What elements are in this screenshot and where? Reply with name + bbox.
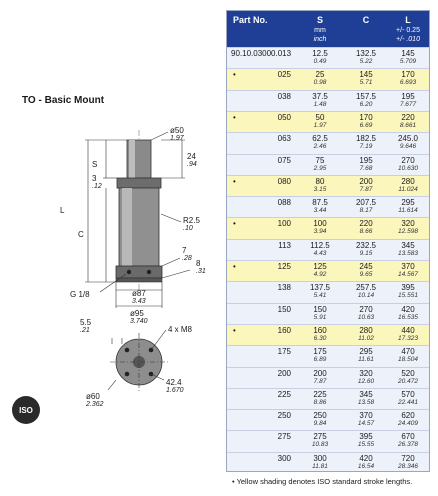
c-cell <box>343 156 389 173</box>
c-mm-value: 157.5 <box>355 91 377 101</box>
c-mm-value: 195 <box>359 155 373 165</box>
part-number-cell: 300 <box>277 453 291 463</box>
s-inch-value: 5.41 <box>313 292 327 300</box>
s-mm-value: 100 <box>313 219 327 229</box>
c-cell <box>343 134 389 151</box>
l-mm-value: 520 <box>401 368 415 378</box>
l-inch-value: 12.598 <box>398 228 418 236</box>
part-number-cell: 125 <box>277 262 291 271</box>
l-cell <box>385 305 431 322</box>
l-inch-value: 15.551 <box>398 292 418 300</box>
iso-bullet: • <box>233 262 236 271</box>
c-mm-value: 182.5 <box>355 134 377 144</box>
s-cell <box>297 92 343 109</box>
l-mm-value: 670 <box>401 432 415 442</box>
l-mm-value: 620 <box>401 411 415 421</box>
s-mm-value: 112.5 <box>310 240 330 250</box>
part-number-cell: 200 <box>277 368 291 378</box>
s-inch-value: 2.46 <box>313 143 327 151</box>
s-inch-value: 4.92 <box>313 271 327 278</box>
dim-424: 42.4 1.670 <box>166 378 184 394</box>
table-row <box>227 345 429 366</box>
iso-logo: ISO <box>12 396 40 424</box>
dim-d87: ø87 3.43 <box>132 289 146 305</box>
l-mm-value: 320 <box>401 219 415 229</box>
part-number-cell: 250 <box>277 411 291 421</box>
s-inch-value: 6.89 <box>313 356 327 364</box>
c-cell <box>343 411 389 428</box>
c-cell <box>343 92 389 109</box>
dim-7: 7 .28 <box>182 246 192 262</box>
part-number-cell: 025 <box>277 70 291 80</box>
l-inch-value: 22.441 <box>398 398 418 406</box>
l-mm-value: 245.0 <box>397 134 419 144</box>
c-cell <box>343 454 389 471</box>
c-mm-value: 320 <box>359 368 373 378</box>
part-number-cell: 050 <box>277 112 291 122</box>
table-row <box>227 175 429 196</box>
s-inch-value: 1.97 <box>313 121 327 129</box>
table-row <box>227 452 429 473</box>
iso-bullet: • <box>233 176 236 186</box>
c-inch-value: 10.63 <box>357 313 375 321</box>
l-cell <box>385 219 431 236</box>
s-mm-value: 150 <box>313 304 327 314</box>
s-mm-value: 250 <box>313 411 327 421</box>
c-inch-value: 5.22 <box>359 58 373 65</box>
part-number-cell: 175 <box>277 347 291 357</box>
s-mm-value: 200 <box>313 368 327 378</box>
l-inch-value: 26.378 <box>398 441 418 449</box>
c-cell <box>343 49 389 66</box>
dim-m8: 4 x M8 <box>168 325 193 334</box>
l-inch-value: 24.409 <box>398 420 418 428</box>
dim-r25: R2.5 .10 <box>183 216 200 232</box>
c-mm-value: 370 <box>359 411 373 421</box>
s-cell <box>297 411 343 428</box>
s-cell <box>297 432 343 449</box>
l-cell <box>385 411 431 428</box>
iso-bullet: • <box>233 112 236 122</box>
l-cell <box>385 113 431 130</box>
s-mm-value: 62.5 <box>312 134 328 144</box>
c-mm-value: 345 <box>359 389 373 399</box>
s-inch-value: 10.83 <box>311 441 329 449</box>
c-inch-value: 7.19 <box>359 143 373 151</box>
l-cell <box>385 92 431 109</box>
s-mm-value: 80 <box>315 176 325 186</box>
part-number-cell: 080 <box>277 176 291 186</box>
c-mm-value: 245 <box>359 262 373 271</box>
c-inch-value: 7.87 <box>359 185 373 193</box>
c-cell <box>343 283 389 300</box>
l-inch-value: 6.693 <box>399 79 417 87</box>
l-inch-value: 7.677 <box>399 100 417 108</box>
s-mm-value: 137.5 <box>309 283 331 293</box>
s-mm-value: 50 <box>315 112 325 122</box>
header-part-no: Part No. <box>233 15 268 25</box>
iso-bullet: • <box>233 219 236 229</box>
c-cell <box>343 219 389 236</box>
s-cell <box>297 390 343 407</box>
l-cell <box>385 326 431 343</box>
part-number-cell: 038 <box>277 91 291 101</box>
s-inch-value: 9.84 <box>313 420 327 428</box>
table-row <box>227 388 429 409</box>
c-mm-value: 257.5 <box>355 283 377 293</box>
l-mm-value: 720 <box>401 453 415 463</box>
s-cell <box>297 113 343 130</box>
l-mm-value: 270 <box>401 155 415 165</box>
l-inch-value: 18.504 <box>398 356 418 364</box>
s-inch-value: 7.87 <box>313 377 327 385</box>
c-inch-value: 8.66 <box>359 228 373 236</box>
s-cell <box>297 241 343 258</box>
c-inch-value: 14.57 <box>357 420 375 428</box>
s-cell <box>297 177 343 194</box>
part-number-cell: 225 <box>277 389 291 399</box>
iso-bullet: • <box>233 325 236 335</box>
c-mm-value: 270 <box>359 304 373 314</box>
s-mm-value: 75 <box>315 155 325 165</box>
l-cell <box>385 454 431 471</box>
l-inch-value: 8.661 <box>399 121 417 129</box>
table-header <box>227 11 429 47</box>
part-number-cell: 160 <box>277 325 291 335</box>
l-cell <box>385 198 431 215</box>
dim-s: S <box>92 160 98 169</box>
s-mm-value: 160 <box>313 325 327 335</box>
header-tol-mm: +/- 0.25 <box>396 27 420 34</box>
table-row <box>227 324 429 345</box>
l-mm-value: 220 <box>401 112 415 122</box>
c-inch-value: 16.54 <box>357 462 375 470</box>
l-mm-value: 440 <box>401 325 415 335</box>
c-cell <box>343 177 389 194</box>
dim-g18: G 1/8 <box>70 290 90 299</box>
table-row <box>227 111 429 132</box>
c-inch-value: 10.14 <box>357 292 375 300</box>
c-cell <box>343 241 389 258</box>
c-cell <box>343 326 389 343</box>
header-unit-mm: mm <box>314 27 326 34</box>
l-inch-value: 16.535 <box>398 313 418 321</box>
s-cell <box>297 347 343 364</box>
c-cell <box>343 305 389 322</box>
c-inch-value: 9.15 <box>359 249 373 257</box>
l-mm-value: 370 <box>401 262 415 271</box>
header-unit-inch: inch <box>313 36 327 43</box>
footnote: • Yellow shading denotes ISO standard stroke lengths. <box>232 477 413 486</box>
s-cell <box>297 305 343 322</box>
c-inch-value: 11.61 <box>358 356 374 364</box>
c-mm-value: 280 <box>359 325 373 335</box>
l-inch-value: 14.567 <box>398 271 418 278</box>
s-inch-value: 8.86 <box>313 398 327 406</box>
s-cell <box>297 326 343 343</box>
table-row <box>227 409 429 430</box>
l-mm-value: 195 <box>401 91 415 101</box>
dim-55: 5.5 .21 <box>80 318 92 334</box>
l-inch-value: 10.630 <box>398 164 418 172</box>
s-inch-value: 4.43 <box>313 249 327 257</box>
l-inch-value: 13.583 <box>398 249 418 257</box>
dim-8: 8 .31 <box>196 259 206 275</box>
c-cell <box>343 390 389 407</box>
part-number-cell: 100 <box>277 219 291 229</box>
l-mm-value: 470 <box>401 347 415 357</box>
c-inch-value: 6.69 <box>359 121 373 129</box>
spec-table <box>226 10 430 472</box>
l-mm-value: 420 <box>401 304 415 314</box>
s-inch-value: 3.15 <box>313 185 327 193</box>
c-inch-value: 7.68 <box>359 164 373 172</box>
s-mm-value: 275 <box>313 432 327 442</box>
table-row <box>227 430 429 451</box>
c-cell <box>343 347 389 364</box>
table-row <box>227 303 429 324</box>
s-cell <box>297 283 343 300</box>
c-mm-value: 145 <box>359 70 373 80</box>
l-cell <box>385 70 431 87</box>
c-mm-value: 200 <box>359 176 373 186</box>
part-number-cell: 275 <box>277 432 291 442</box>
s-mm-value: 37.5 <box>312 91 328 101</box>
s-mm-value: 225 <box>313 389 327 399</box>
s-inch-value: 3.44 <box>313 207 327 215</box>
page-title: TO - Basic Mount <box>22 95 105 106</box>
header-s: S <box>316 15 323 25</box>
part-number-cell: 088 <box>277 198 291 208</box>
table-row <box>227 90 429 111</box>
part-number-cell: 113 <box>278 240 291 250</box>
c-mm-value: 170 <box>359 112 373 122</box>
c-cell <box>343 262 389 279</box>
part-number-cell: 90.10.03000.013 <box>231 49 292 58</box>
l-mm-value: 280 <box>401 176 415 186</box>
table-row <box>227 239 429 260</box>
c-cell <box>343 198 389 215</box>
l-mm-value: 395 <box>401 283 415 293</box>
s-inch-value: 2.95 <box>313 164 327 172</box>
l-cell <box>385 177 431 194</box>
header-tol-inch: +/- .010 <box>396 36 420 43</box>
c-inch-value: 9.65 <box>359 271 373 278</box>
l-inch-value: 11.024 <box>398 185 418 193</box>
s-inch-value: 11.81 <box>312 462 328 470</box>
s-mm-value: 87.5 <box>312 198 328 208</box>
c-inch-value: 11.02 <box>358 334 374 342</box>
s-inch-value: 1.48 <box>313 100 327 108</box>
c-inch-value: 12.60 <box>357 377 375 385</box>
l-inch-value: 11.614 <box>398 207 418 215</box>
s-inch-value: 3.94 <box>313 228 327 236</box>
s-mm-value: 12.5 <box>312 49 328 58</box>
table-row <box>227 367 429 388</box>
table-row <box>227 281 429 302</box>
l-inch-value: 9.646 <box>399 143 417 151</box>
l-mm-value: 295 <box>401 198 415 208</box>
c-mm-value: 220 <box>359 219 373 229</box>
l-cell <box>385 283 431 300</box>
s-cell <box>297 454 343 471</box>
header-c: C <box>362 15 370 25</box>
l-cell <box>385 156 431 173</box>
part-number-cell: 138 <box>277 283 291 293</box>
s-cell <box>297 49 343 66</box>
l-mm-value: 170 <box>401 70 415 80</box>
l-cell <box>385 369 431 386</box>
l-inch-value: 5.709 <box>399 58 417 65</box>
table-row <box>227 196 429 217</box>
part-number-cell: 150 <box>277 304 291 314</box>
c-mm-value: 232.5 <box>355 240 377 250</box>
dim-3: 3 .12 <box>92 174 102 190</box>
table-row <box>227 132 429 153</box>
s-mm-value: 25 <box>315 70 325 80</box>
s-inch-value: 5.91 <box>313 313 327 321</box>
s-mm-value: 175 <box>313 347 327 357</box>
c-inch-value: 5.71 <box>359 79 373 87</box>
dim-24: 24 .94 <box>187 152 197 168</box>
c-cell <box>343 432 389 449</box>
l-cell <box>385 390 431 407</box>
c-mm-value: 207.5 <box>355 198 377 208</box>
c-mm-value: 295 <box>359 347 373 357</box>
part-number-cell: 075 <box>277 155 291 165</box>
c-inch-value: 13.58 <box>357 398 375 406</box>
l-mm-value: 145 <box>401 49 415 58</box>
l-mm-value: 345 <box>401 240 415 250</box>
s-cell <box>297 70 343 87</box>
c-cell <box>343 70 389 87</box>
l-cell <box>385 134 431 151</box>
part-number-cell: 063 <box>277 134 291 144</box>
c-inch-value: 6.20 <box>359 100 373 108</box>
table-row <box>227 154 429 175</box>
c-cell <box>343 369 389 386</box>
dim-d95: ø95 3.740 <box>130 309 148 325</box>
s-cell <box>297 198 343 215</box>
table-row <box>227 217 429 238</box>
iso-bullet: • <box>233 70 236 80</box>
s-mm-value: 125 <box>313 262 327 271</box>
table-row <box>227 260 429 281</box>
s-cell <box>297 262 343 279</box>
c-inch-value: 15.55 <box>357 441 375 449</box>
c-mm-value: 420 <box>359 453 373 463</box>
c-mm-value: 132.5 <box>355 49 377 58</box>
s-inch-value: 0.49 <box>313 58 327 65</box>
dim-d60: ø60 2.362 <box>86 392 104 408</box>
l-inch-value: 28.346 <box>398 462 418 470</box>
table-row <box>227 68 429 89</box>
body-collar <box>117 178 161 188</box>
s-cell <box>297 134 343 151</box>
c-inch-value: 8.17 <box>359 207 373 215</box>
header-l: L <box>405 15 411 25</box>
s-cell <box>297 156 343 173</box>
l-cell <box>385 347 431 364</box>
l-cell <box>385 432 431 449</box>
l-cell <box>385 241 431 258</box>
l-cell <box>385 262 431 279</box>
l-mm-value: 570 <box>401 389 415 399</box>
s-inch-value: 6.30 <box>313 334 327 342</box>
s-inch-value: 0.98 <box>313 79 327 87</box>
dim-d50: ø50 1.97 <box>170 126 184 142</box>
c-cell <box>343 113 389 130</box>
l-cell <box>385 49 431 66</box>
l-inch-value: 20.472 <box>398 377 418 385</box>
dim-l: L <box>60 206 65 215</box>
s-cell <box>297 369 343 386</box>
l-inch-value: 17.323 <box>398 334 418 342</box>
s-cell <box>297 219 343 236</box>
table-row <box>227 47 429 68</box>
s-mm-value: 300 <box>313 453 327 463</box>
dim-c: C <box>78 230 84 239</box>
c-mm-value: 395 <box>359 432 373 442</box>
